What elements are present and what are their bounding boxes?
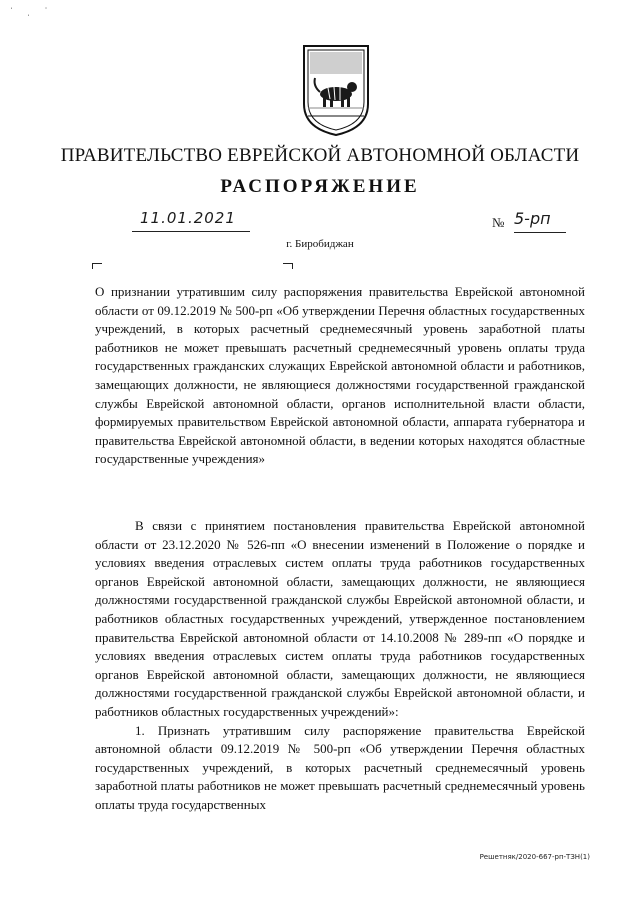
coat-of-arms-tiger-icon xyxy=(300,42,372,138)
number-underline xyxy=(514,232,566,233)
scan-marks: ˈ ˌ ˙ xyxy=(10,6,54,16)
item-1-paragraph: 1. Признать утратившим силу распоряжение правительства Еврейской автономной области 09.12.2019 № 500-рп «Об утверждении Перечня областных государственных учреждений, в которых расчетный среднемесячный уровень заработной платы работников не может превышать расчетный среднемесячный уровень оплаты труда государственных xyxy=(95,722,585,812)
document-date: 11.01.2021 xyxy=(140,209,236,227)
preamble-paragraph: В связи с принятием постановления правительства Еврейской автономной области от 23.12.2020 № 526-пп «О внесении изменений в Положение о порядке и условиях введения отраслевых систем оплаты труда работников государственных органов Еврейской автономной области, замещающих должности, не являющиеся должностями государственной гражданской службы Еврейской автономной области, и работников областных государственных учреждений, утвержденное постановлением правительства Еврейской автономной области от 14.10.2008 № 289-пп «О порядке и условиях введения отраслевых систем оплаты труда работников государственных органов Еврейской автономной области, замещающих должности, не являющиеся должностями государственной гражданской службы Еврейской автономной области, и работников областных государственных учреждений»: xyxy=(95,518,585,719)
subject-bracket-left xyxy=(92,263,102,269)
document-number: 5-рп xyxy=(514,209,551,228)
number-sign: № xyxy=(492,215,505,230)
document-type-title: РАСПОРЯЖЕНИЕ xyxy=(220,176,420,197)
organization-title: ПРАВИТЕЛЬСТВО ЕВРЕЙСКОЙ АВТОНОМНОЙ ОБЛАСТИ xyxy=(60,145,580,166)
document-subject: О признании утратившим силу распоряжения правительства Еврейской автономной области от 09.12.2019 № 500-рп «Об утверждении Перечня областных государственных учреждений, в которых расчетный среднемесячный уровень заработной платы работников не может превышать расчетный среднемесячный уровень оплаты труда государственных гражданских служащих Еврейской автономной области и работников, замещающих должности, не являющиеся должностями государственной гражданской службы Еврейской автономной области, органов исполнительной власти области, формируемых правительством Еврейской автономной области, аппарата губернатора и правительства Еврейской автономной области, в ведении которых находятся областные государственные учреждения» xyxy=(95,284,585,467)
document-body xyxy=(95,517,585,815)
document-footer-code: Решетняк/2020-667-рп-ТЗН(1) xyxy=(479,853,590,861)
document-number-field xyxy=(492,211,592,233)
place-of-issue: г. Биробиджан xyxy=(286,238,354,250)
document-date-field xyxy=(132,209,250,232)
subject-bracket-right xyxy=(283,263,293,269)
